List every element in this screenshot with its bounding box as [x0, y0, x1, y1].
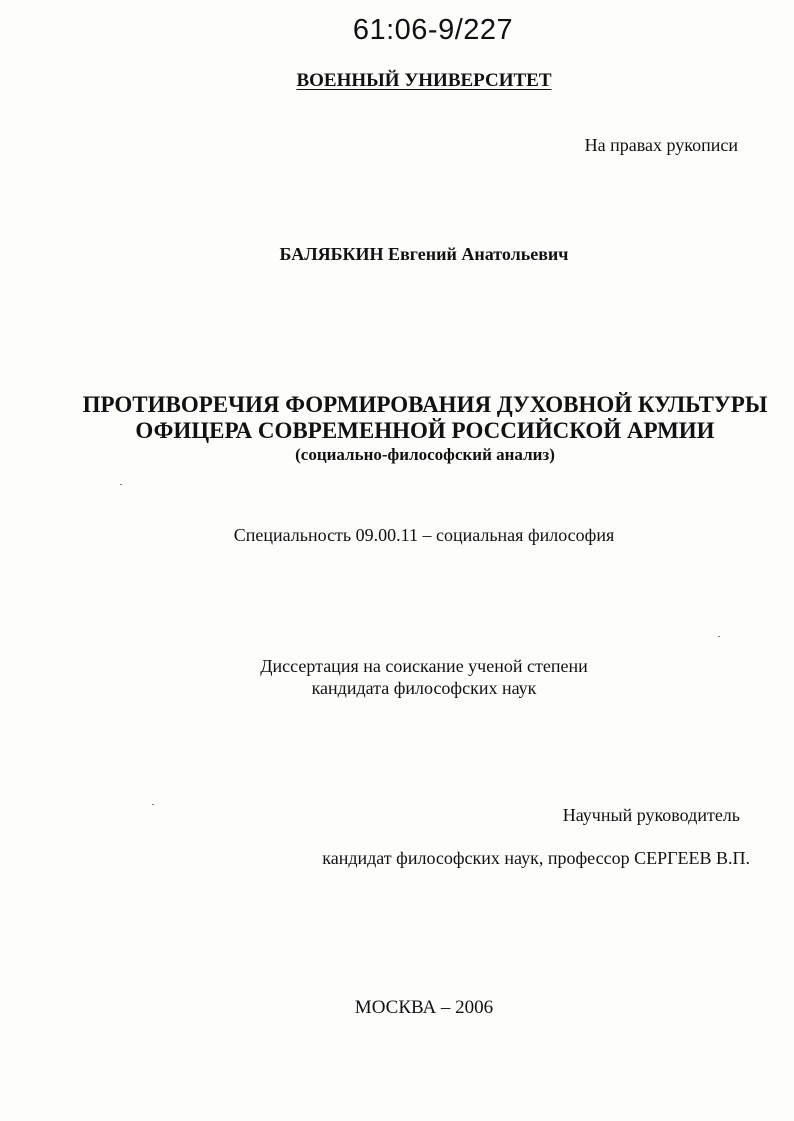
- author-name: БАЛЯБКИН Евгений Анатольевич: [279, 244, 569, 264]
- advisor-name: кандидат философских наук, профессор СЕРГЕЕВ В.П.: [322, 848, 750, 868]
- degree-line-2: кандидата философских наук: [311, 678, 537, 698]
- scan-speck: [120, 484, 122, 485]
- specialty-line: Специальность 09.00.11 – социальная философия: [233, 525, 615, 545]
- institution-name: ВОЕННЫЙ УНИВЕРСИТЕТ: [296, 70, 552, 91]
- title-subtitle: (социально-философский анализ): [295, 445, 555, 464]
- scan-speck: [152, 804, 154, 805]
- degree-statement: [0, 655, 794, 699]
- dissertation-title: [0, 392, 794, 466]
- title-line-2: ОФИЦЕРА СОВРЕМЕННОЙ РОССИЙСКОЙ АРМИИ: [135, 418, 715, 443]
- rights-note: На правах рукописи: [584, 135, 738, 155]
- scan-speck: [718, 636, 720, 637]
- degree-line-1: Диссертация на соискание ученой степени: [260, 656, 588, 676]
- archive-code: 61:06-9/227: [352, 14, 514, 46]
- city-year: МОСКВА – 2006: [354, 997, 494, 1018]
- advisor-label: Научный руководитель: [562, 805, 740, 825]
- title-line-1: ПРОТИВОРЕЧИЯ ФОРМИРОВАНИЯ ДУХОВНОЙ КУЛЬТУРЫ: [82, 392, 768, 417]
